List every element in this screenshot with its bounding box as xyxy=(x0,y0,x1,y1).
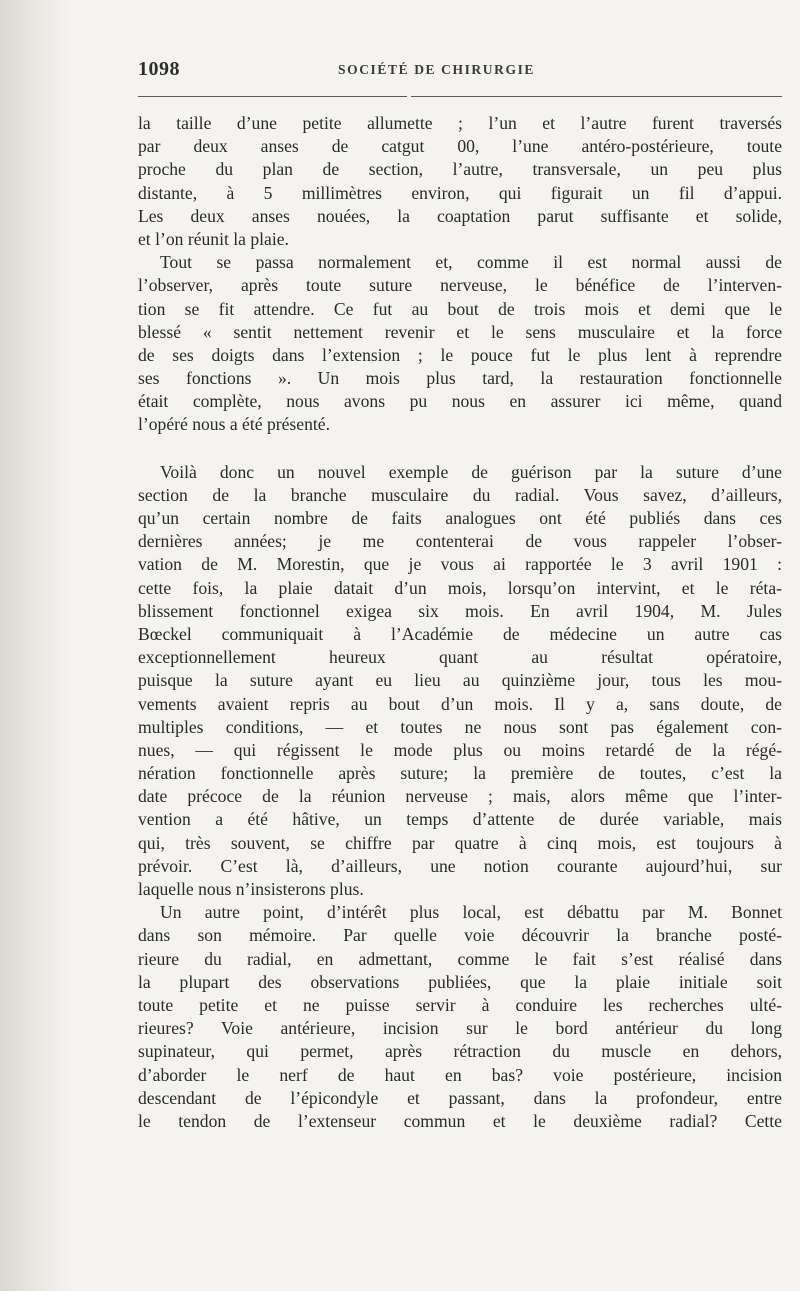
text-line: et l’on réunit la plaie. xyxy=(138,228,289,249)
text-line: vation de M. Morestin, que je vous ai rapportée le 3 avril 1901 : xyxy=(138,554,782,575)
text-line: puisque la suture ayant eu lieu au quinzième jour, tous les mou- xyxy=(138,670,782,691)
text-line: vements avaient repris au bout d’un mois. Il y a, sans doute, de xyxy=(138,693,782,714)
text-line: ses fonctions ». Un mois plus tard, la restauration fonctionnelle xyxy=(138,368,782,389)
text-line: prévoir. C’est là, d’ailleurs, une notion courante aujourd’hui, sur xyxy=(138,855,782,876)
text-line: supinateur, qui permet, après rétraction du muscle en dehors, xyxy=(138,1041,782,1062)
text-line: l’observer, après toute suture nerveuse, le bénéfice de l’interven- xyxy=(138,275,782,296)
text-line: nues, — qui régissent le mode plus ou moins retardé de la régé- xyxy=(138,739,782,760)
text-line: blessé « sentit nettement revenir et le sens musculaire et la force xyxy=(138,321,782,342)
text-line: Voilà donc un nouvel exemple de guérison par la suture d’une xyxy=(160,461,782,482)
text-line: descendant de l’épicondyle et passant, dans la profondeur, entre xyxy=(138,1087,782,1108)
text-line: d’aborder le nerf de haut en bas? voie postérieure, incision xyxy=(138,1064,782,1085)
text-line: multiples conditions, — et toutes ne nous sont pas également con- xyxy=(138,716,782,737)
section-gap xyxy=(138,437,782,461)
paragraph-1 xyxy=(138,112,782,251)
page-edge-shadow xyxy=(0,0,70,1291)
text-line: date précoce de la réunion nerveuse ; mais, alors même que l’inter- xyxy=(138,786,782,807)
text-line: l’opéré nous a été présenté. xyxy=(138,414,330,435)
text-line: nération fonctionnelle après suture; la première de toutes, c’est la xyxy=(138,763,782,784)
text-line: distante, à 5 millimètres environ, qui figurait un fil d’appui. xyxy=(138,182,782,203)
paragraph-2 xyxy=(138,251,782,437)
text-line: qui, très souvent, se chiffre par quatre à cinq mois, est toujours à xyxy=(138,832,782,853)
text-line: la taille d’une petite allumette ; l’un et l’autre furent traversés xyxy=(138,113,782,133)
text-line: vention a été hâtive, un temps d’attente de durée variable, mais xyxy=(138,809,782,830)
text-line: dernières années; je me contenterai de vous rappeler l’obser- xyxy=(138,531,782,552)
text-line: Bœckel communiquait à l’Académie de médecine un autre cas xyxy=(138,623,782,644)
text-line: Les deux anses nouées, la coaptation parut suffisante et solide, xyxy=(138,205,782,226)
text-line: proche du plan de section, l’autre, transversale, un peu plus xyxy=(138,159,782,180)
text-line: qu’un certain nombre de faits analogues ont été publiés dans ces xyxy=(138,508,782,528)
text-line: rieure du radial, en admettant, comme le fait s’est réalisé dans xyxy=(138,948,782,969)
text-line: cette fois, la plaie datait d’un mois, lorsqu’on intervint, et le réta- xyxy=(138,577,782,598)
text-line: par deux anses de catgut 00, l’une antéro-postérieure, toute xyxy=(138,136,782,157)
text-line: section de la branche musculaire du radial. Vous savez, d’ailleurs, xyxy=(138,484,782,505)
text-line: tion se fit attendre. Ce fut au bout de trois mois et demi que le xyxy=(138,298,782,319)
text-line: laquelle nous n’insisterons plus. xyxy=(138,879,364,899)
paragraph-3 xyxy=(138,461,782,902)
paragraph-4 xyxy=(138,901,782,1133)
header-rule-gap xyxy=(407,94,411,98)
text-line: Un autre point, d’intérêt plus local, est débattu par M. Bonnet xyxy=(160,902,782,923)
text-line: de ses doigts dans l’extension ; le pouce fut le plus lent à reprendre xyxy=(138,344,782,365)
text-line: Tout se passa normalement et, comme il est normal aussi de xyxy=(160,252,782,273)
body-text xyxy=(138,112,782,1133)
text-line: le tendon de l’extenseur commun et le deuxième radial? Cette xyxy=(138,1110,782,1131)
text-line: blissement fonctionnel exigea six mois. En avril 1904, M. Jules xyxy=(138,600,782,621)
running-title: SOCIÉTÉ DE CHIRURGIE xyxy=(338,62,536,77)
text-line: rieures? Voie antérieure, incision sur le bord antérieur du long xyxy=(138,1018,782,1039)
text-line: toute petite et ne puisse servir à conduire les recherches ulté- xyxy=(138,994,782,1015)
text-line: était complète, nous avons pu nous en assurer ici même, quand xyxy=(138,391,782,412)
page-header xyxy=(138,56,782,86)
page-number: 1098 xyxy=(138,58,180,80)
header-rule xyxy=(138,96,782,97)
text-line: la plupart des observations publiées, que la plaie initiale soit xyxy=(138,971,782,992)
text-line: dans son mémoire. Par quelle voie découvrir la branche posté- xyxy=(138,925,782,946)
text-line: exceptionnellement heureux quant au résultat opératoire, xyxy=(138,647,782,668)
